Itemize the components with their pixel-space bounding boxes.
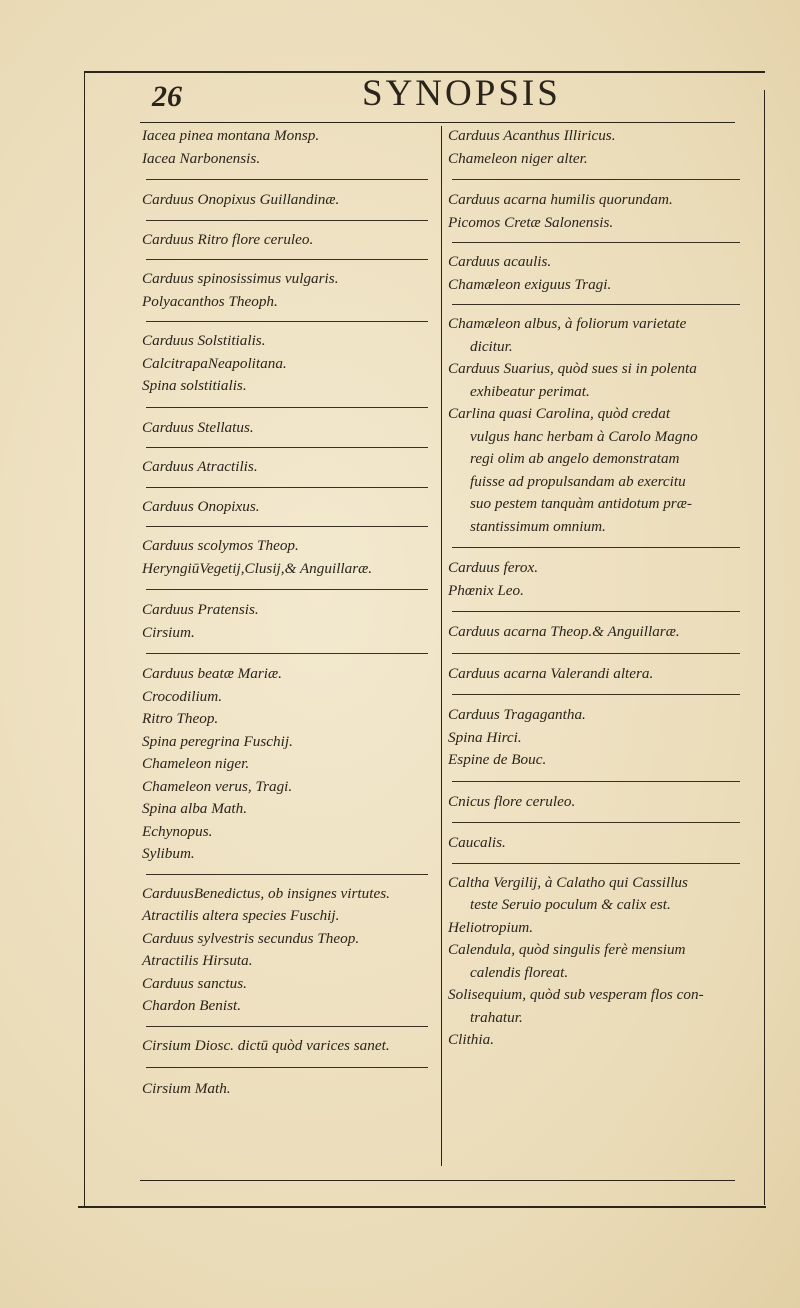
running-head: SYNOPSIS bbox=[362, 73, 561, 114]
entry-line: Carduus acarna Valerandi altera. bbox=[448, 664, 654, 682]
right-column bbox=[448, 125, 744, 1052]
entry bbox=[142, 189, 432, 212]
entry bbox=[142, 883, 432, 1018]
entry-line: Picomos Cretæ Salonensis. bbox=[448, 213, 614, 231]
entry-line: Carduus Onopixus. bbox=[142, 497, 260, 515]
entry-separator-rule bbox=[452, 611, 740, 612]
entry-line: CarduusBenedictus, ob insignes virtutes. bbox=[142, 884, 390, 902]
entry-line: Carduus Ritro flore ceruleo. bbox=[142, 230, 314, 248]
entry-line: Chamæleon albus, à foliorum varietate bbox=[448, 315, 687, 332]
header-rule bbox=[140, 122, 735, 123]
entry-line: dicitur. bbox=[470, 337, 513, 355]
entry-separator-rule bbox=[452, 653, 740, 654]
entry-line: Carduus acarna Theop.& Anguillaræ. bbox=[448, 623, 680, 640]
right-frame-rule bbox=[764, 90, 765, 1205]
entry-line: Carduus acarna humilis quorundam. bbox=[448, 191, 673, 208]
entry-line: Phœnix Leo. bbox=[448, 581, 524, 599]
entry bbox=[448, 313, 744, 538]
entry-line: Caucalis. bbox=[448, 834, 506, 851]
entry-line: Carduus acaulis. bbox=[448, 253, 552, 270]
entry-separator-rule bbox=[452, 547, 740, 548]
entry-line: Carduus spinosissimus vulgaris. bbox=[142, 270, 339, 287]
bottom-outer-rule bbox=[78, 1206, 766, 1208]
entry-line: Carduus Suarius, quòd sues si in polenta bbox=[448, 360, 697, 377]
entry-line: Carduus Tragagantha. bbox=[448, 706, 586, 723]
entry bbox=[142, 268, 432, 313]
entry bbox=[448, 189, 744, 234]
entry-separator-rule bbox=[452, 242, 740, 243]
entry-separator-rule bbox=[452, 304, 740, 305]
entry-separator-rule bbox=[146, 220, 428, 221]
entry-line: Spina peregrina Fuschij. bbox=[142, 732, 293, 750]
entry bbox=[142, 535, 432, 580]
entry-line: Carlina quasi Carolina, quòd credat bbox=[448, 405, 671, 422]
entry-line: Ritro Theop. bbox=[142, 710, 219, 727]
entry bbox=[142, 1078, 432, 1101]
entry-separator-rule bbox=[452, 694, 740, 695]
entry-line: Carduus sanctus. bbox=[142, 974, 247, 992]
entry-line: calendis floreat. bbox=[470, 963, 569, 981]
entry bbox=[142, 330, 432, 398]
entry-line: HeryngiūVegetij,Clusij,& Anguillaræ. bbox=[142, 559, 373, 577]
entry-line: Cirsium Math. bbox=[142, 1080, 231, 1097]
entry-separator-rule bbox=[146, 447, 428, 448]
entry bbox=[142, 599, 432, 644]
entry bbox=[142, 229, 432, 252]
entry bbox=[142, 496, 432, 519]
entry-line: Carduus Atractilis. bbox=[142, 458, 258, 475]
entry-line: Atractilis altera species Fuschij. bbox=[142, 907, 340, 924]
entry-line: regi olim ab angelo demonstratam bbox=[470, 450, 680, 467]
entry-line: Sylibum. bbox=[142, 845, 195, 862]
entry-separator-rule bbox=[146, 653, 428, 654]
entry-line: Cirsium. bbox=[142, 623, 195, 641]
entry-separator-rule bbox=[146, 321, 428, 322]
entry-line: Chameleon niger alter. bbox=[448, 149, 588, 167]
entry-separator-rule bbox=[452, 781, 740, 782]
entry-line: CalcitrapaNeapolitana. bbox=[142, 354, 287, 372]
bottom-rule bbox=[140, 1180, 735, 1181]
entry-line: Carduus sylvestris secundus Theop. bbox=[142, 929, 360, 947]
entry-separator-rule bbox=[146, 874, 428, 875]
entry bbox=[142, 456, 432, 479]
left-frame-rule bbox=[84, 71, 85, 1207]
entry-line: Crocodilium. bbox=[142, 687, 223, 705]
entry bbox=[448, 663, 744, 686]
entry-line: vulgus hanc herbam à Carolo Magno bbox=[470, 427, 698, 445]
entry-line: trahatur. bbox=[470, 1008, 523, 1026]
entry bbox=[142, 417, 432, 440]
entry-line: Echynopus. bbox=[142, 822, 213, 840]
entry-line: teste Seruio poculum & calix est. bbox=[470, 896, 671, 913]
entry-line: Iacea Narbonensis. bbox=[142, 149, 261, 167]
top-outer-rule bbox=[85, 71, 765, 73]
entry-line: suo pestem tanquàm antidotum præ- bbox=[470, 495, 692, 512]
entry-separator-rule bbox=[146, 487, 428, 488]
entry bbox=[142, 125, 432, 170]
entry-line: Spina Hirci. bbox=[448, 728, 522, 746]
entry-line: exhibeatur perimat. bbox=[470, 382, 590, 400]
entry-line: Chardon Benist. bbox=[142, 997, 242, 1014]
entry-line: Chameleon verus, Tragi. bbox=[142, 777, 293, 795]
entry-line: Clithia. bbox=[448, 1031, 494, 1048]
entry-line: Cirsium Diosc. dictū quòd varices sanet. bbox=[142, 1036, 390, 1054]
entry-line: Polyacanthos Theoph. bbox=[142, 292, 278, 310]
entry bbox=[142, 663, 432, 866]
entry-line: Caltha Vergilij, à Calatho qui Cassillus bbox=[448, 873, 688, 891]
entry-line: Carduus Solstitialis. bbox=[142, 332, 266, 349]
entry-separator-rule bbox=[146, 259, 428, 260]
entry-separator-rule bbox=[146, 1067, 428, 1068]
entry-line: Chameleon niger. bbox=[142, 755, 250, 772]
entry bbox=[448, 704, 744, 772]
entry-separator-rule bbox=[452, 179, 740, 180]
entry bbox=[448, 791, 744, 814]
entry-line: Spina alba Math. bbox=[142, 800, 248, 817]
entry-line: Carduus ferox. bbox=[448, 559, 538, 576]
entry bbox=[142, 1035, 432, 1058]
entry-separator-rule bbox=[146, 1026, 428, 1027]
entry bbox=[448, 872, 744, 1052]
entry bbox=[448, 125, 744, 170]
entry bbox=[448, 557, 744, 602]
column-divider bbox=[441, 126, 442, 1166]
entry-line: Carduus Onopixus Guillandinæ. bbox=[142, 191, 340, 208]
entry-line: Atractilis Hirsuta. bbox=[142, 952, 253, 969]
entry-separator-rule bbox=[146, 179, 428, 180]
entry-line: Iacea pinea montana Monsp. bbox=[142, 127, 320, 144]
entry bbox=[448, 251, 744, 296]
left-column bbox=[142, 125, 432, 1101]
entry-separator-rule bbox=[146, 407, 428, 408]
entry-line: Espine de Bouc. bbox=[448, 751, 547, 768]
entry-line: fuisse ad propulsandam ab exercitu bbox=[470, 472, 686, 490]
entry-separator-rule bbox=[452, 863, 740, 864]
entry-line: Carduus Acanthus Illiricus. bbox=[448, 127, 616, 144]
entry-line: Chamæleon exiguus Tragi. bbox=[448, 275, 612, 293]
page-number: 26 bbox=[152, 80, 182, 113]
entry-line: Carduus scolymos Theop. bbox=[142, 537, 299, 554]
entry-line: Carduus Stellatus. bbox=[142, 418, 254, 436]
entry-separator-rule bbox=[146, 589, 428, 590]
entry-line: Carduus beatæ Mariæ. bbox=[142, 665, 282, 682]
entry-line: Calendula, quòd singulis ferè mensium bbox=[448, 941, 686, 958]
entry-line: Carduus Pratensis. bbox=[142, 601, 259, 618]
entry-line: Cnicus flore ceruleo. bbox=[448, 792, 576, 810]
entry-separator-rule bbox=[452, 822, 740, 823]
entry-line: Solisequium, quòd sub vesperam flos con- bbox=[448, 986, 704, 1003]
entry-line: Heliotropium. bbox=[448, 918, 534, 936]
entry bbox=[448, 832, 744, 855]
entry-separator-rule bbox=[146, 526, 428, 527]
entry bbox=[448, 621, 744, 644]
entry-line: stantissimum omnium. bbox=[470, 517, 606, 535]
entry-line: Spina solstitialis. bbox=[142, 377, 247, 394]
